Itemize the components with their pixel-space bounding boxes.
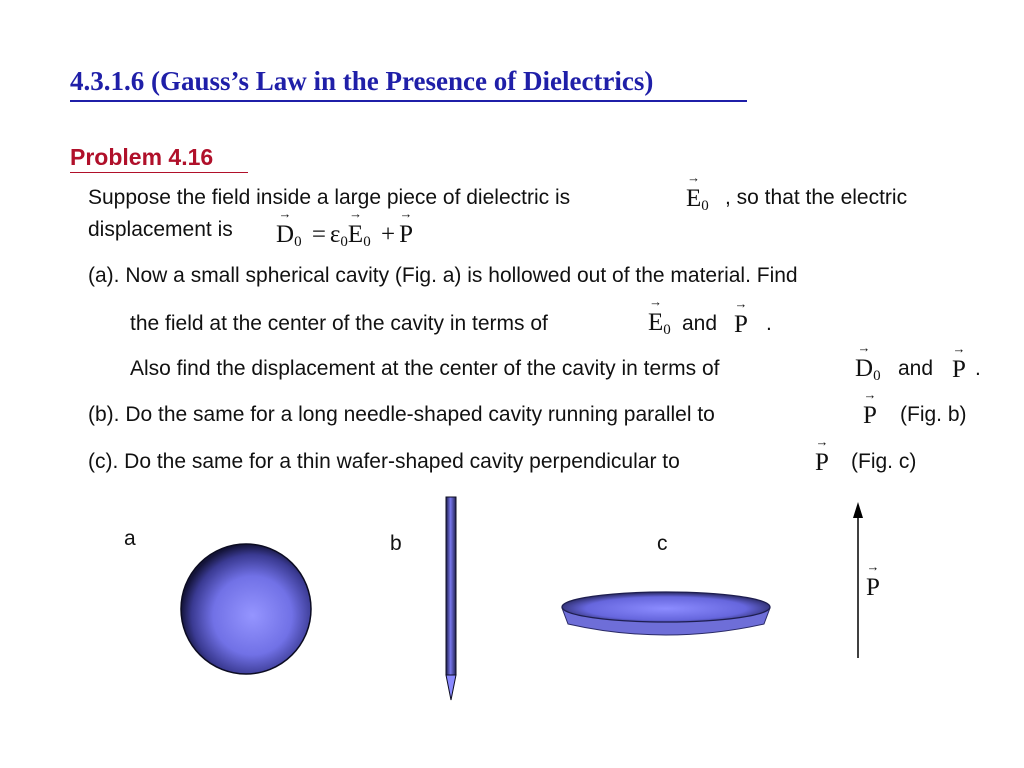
- wafer-cavity: [562, 592, 770, 635]
- displacement-equation: → $D_0 = \varepsilon_0\to E_0 +\to P$: [276, 221, 413, 251]
- part-c-fig: (Fig. c): [851, 450, 917, 473]
- figure-label-a: a: [124, 527, 136, 550]
- part-b-text: (b). Do the same for a long needle-shaped cavity running parallel to: [88, 403, 715, 426]
- figure-label-c: c: [657, 532, 668, 555]
- part-a-line3-end: .: [975, 357, 981, 380]
- figure-label-b: b: [390, 532, 402, 555]
- part-a-line2-end: .: [766, 312, 772, 335]
- problem-heading: Problem 4.16: [70, 144, 214, 170]
- intro-line1-tail: , so that the electric: [725, 186, 908, 209]
- p-symbol-a: → P: [734, 311, 748, 339]
- part-a-line1: (a). Now a small spherical cavity (Fig. a) is hollowed out of the material. Find: [88, 264, 798, 287]
- intro-line1-text: Suppose the field inside a large piece of dielectric is: [88, 186, 571, 209]
- title-underline: [70, 100, 747, 102]
- part-a-line2-text: the field at the center of the cavity in terms of: [130, 312, 548, 335]
- part-a-line3-and: and: [898, 357, 934, 380]
- p-symbol-b: → P: [863, 402, 877, 430]
- part-a-line2-and: and: [682, 312, 718, 335]
- p-symbol-c: → P: [815, 449, 829, 477]
- problem-underline: [70, 172, 248, 173]
- slide-title: 4.3.1.6 (Gauss’s Law in the Presence of Dielectrics): [70, 66, 654, 96]
- intro-line2-text: displacement is: [88, 218, 233, 241]
- e0-symbol: → $E_0$: [686, 185, 709, 215]
- part-b-fig: (Fig. b): [900, 403, 967, 426]
- d0-symbol: → $D_0$: [855, 355, 881, 385]
- needle-cavity: [446, 497, 456, 700]
- spherical-cavity: [181, 544, 311, 674]
- polarization-arrow: [853, 502, 863, 658]
- arrow-p-label: → P: [866, 574, 880, 602]
- p-symbol-a2: → P: [952, 356, 966, 384]
- part-c-text: (c). Do the same for a thin wafer-shaped cavity perpendicular to: [88, 450, 680, 473]
- part-a-line3-text: Also find the displacement at the center of the cavity in terms of: [130, 357, 720, 380]
- e0-symbol-a: → $E_0$: [648, 309, 671, 339]
